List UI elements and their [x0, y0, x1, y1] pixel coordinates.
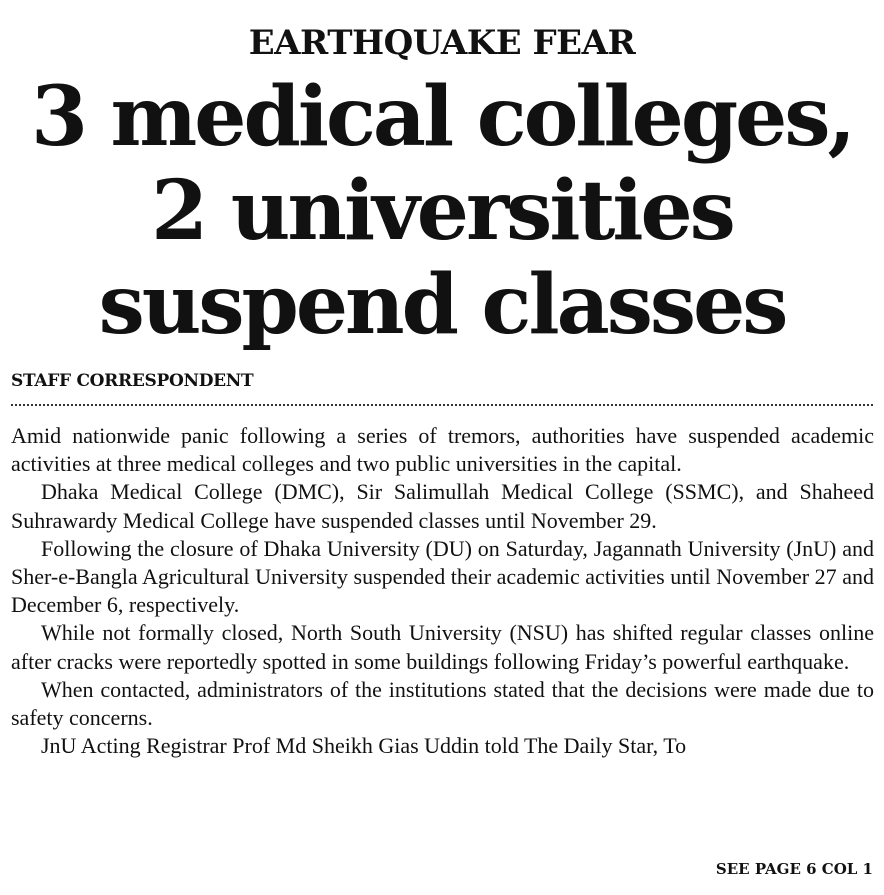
continuation-line: SEE PAGE 6 COL 1: [715, 860, 873, 878]
paragraph-5: When contacted, administrators of the institutions stated that the decisions were made due to safety concerns.: [11, 676, 874, 731]
headline: [0, 70, 884, 352]
paragraph-6: JnU Acting Registrar Prof Md Sheikh Gias Uddin told The Daily Star, To: [41, 733, 687, 759]
paragraph-3: Following the closure of Dhaka University (DU) on Saturday, Jagannath University (JnU) and Sher-e-Bangla Agricultural University suspended their academic activities until November 27 and December 6, respectively.: [11, 535, 874, 618]
paragraph-1: Amid nationwide panic following a series of tremors, authorities have suspended academic activities at three medical colleges and two public universities in the capital.: [11, 423, 874, 477]
kicker: EARTHQUAKE FEAR: [248, 23, 636, 63]
headline-line-2: 2 universities: [151, 163, 733, 259]
headline-line-1: 3 medical colleges,: [30, 69, 854, 165]
dotted-divider: [11, 404, 873, 406]
headline-line-3: suspend classes: [98, 257, 786, 353]
paragraph-4: While not formally closed, North South University (NSU) has shifted regular classes online after cracks were reportedly spotted in some buildings following Friday’s powerful earthquake.: [11, 620, 874, 674]
byline: STAFF CORRESPONDENT: [11, 371, 254, 391]
article-body: [11, 422, 874, 847]
paragraph-2: Dhaka Medical College (DMC), Sir Salimullah Medical College (SSMC), and Shaheed Suhrawardy Medical College have suspended classes until November 29.: [11, 479, 874, 533]
